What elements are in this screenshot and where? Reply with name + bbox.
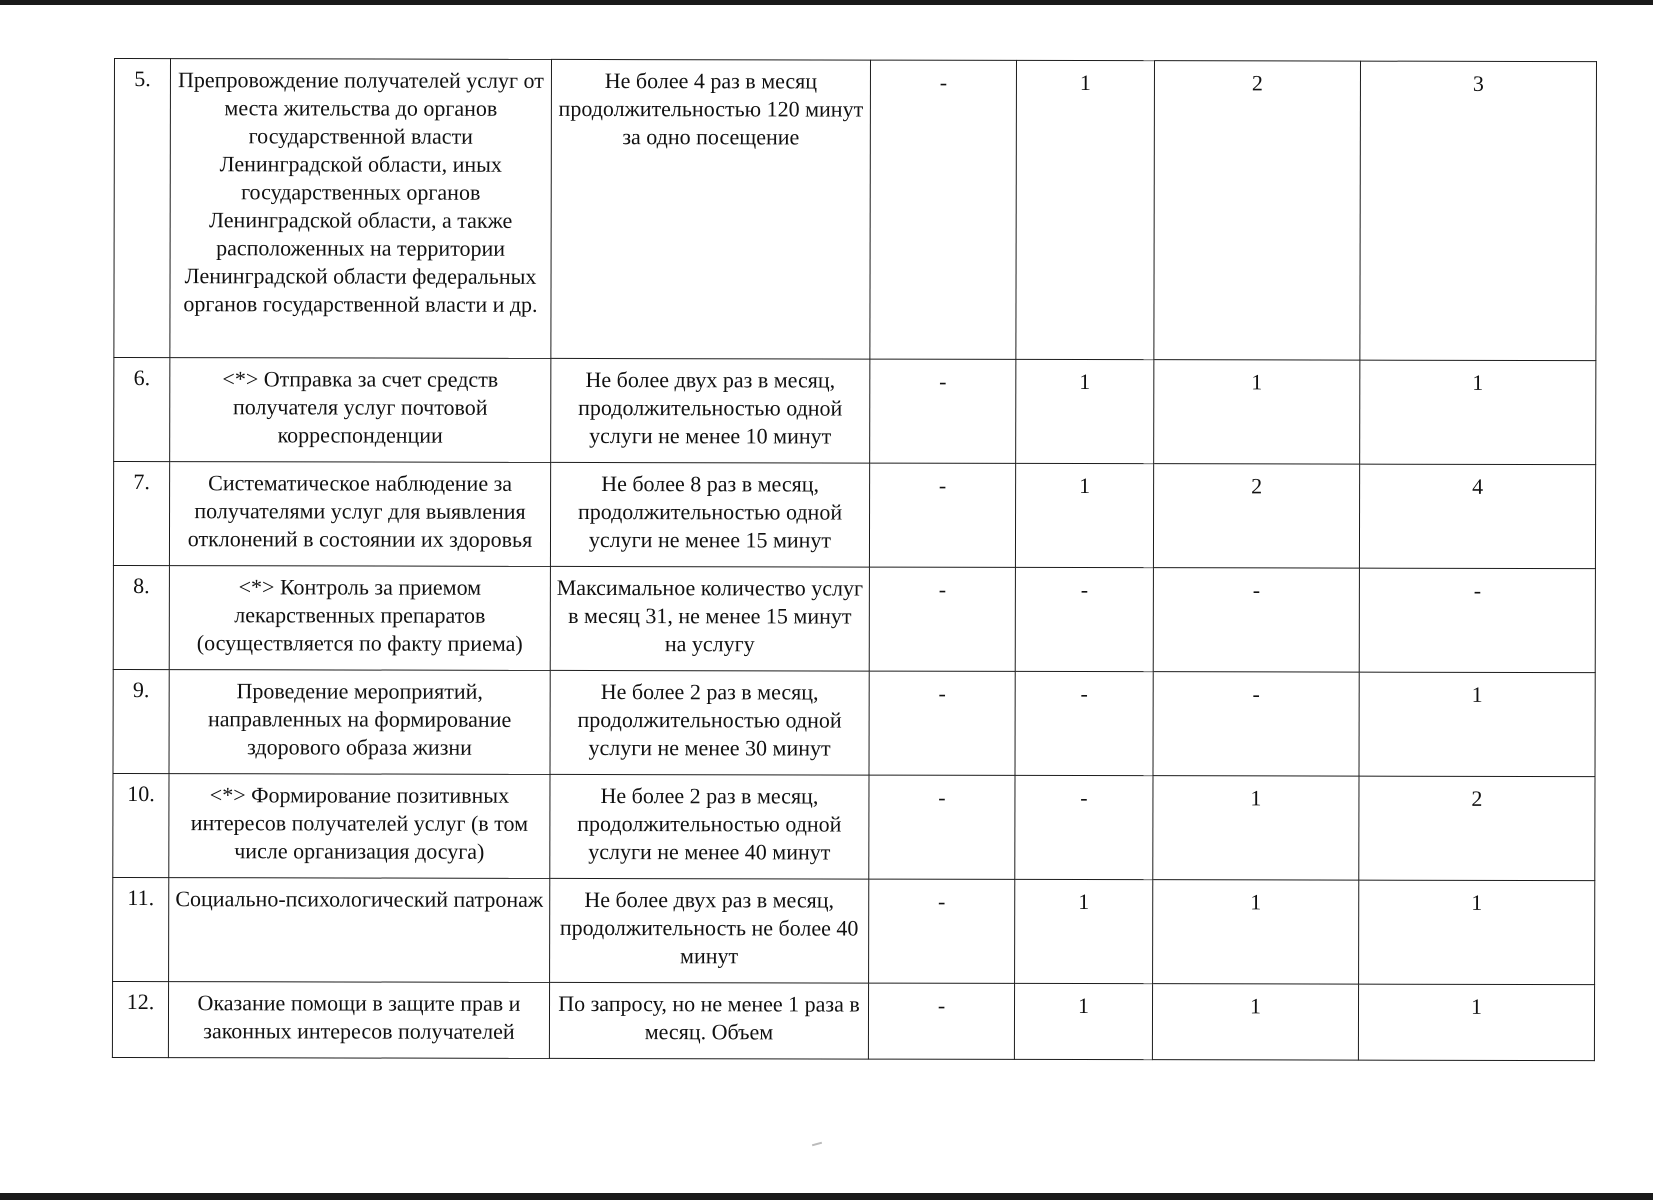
value-col-3: 1 [1153,776,1359,880]
service-volume: Не более 2 раз в месяц, продолжительностью одной услуги не менее 40 минут [550,774,869,879]
value-col-1: - [868,983,1014,1059]
service-name: Проведение мероприятий, направленных на формирование здорового образа жизни [169,670,550,775]
value-col-4: 4 [1359,464,1595,568]
value-col-4: 1 [1359,880,1595,984]
services-table [112,58,1597,1061]
service-name: <*> Формирование позитивных интересов получателей услуг (в том числе организация досуга) [169,774,550,879]
service-name: <*> Отправка за счет средств получателя услуг почтовой корреспонденции [170,358,551,463]
table-row [113,565,1595,672]
value-col-1: - [870,60,1017,359]
value-col-3: - [1153,568,1359,672]
service-name: Социально-психологический патронаж [169,878,550,983]
row-number: 11. [113,877,169,981]
value-col-2: 1 [1015,463,1153,567]
service-volume: По запросу, но не менее 1 раза в месяц. Объем [549,982,868,1059]
table-row [114,358,1596,465]
row-number: 5. [114,59,171,358]
service-name: Препровождение получателей услуг от места жительства до органов государственной власти Ленинградской области, иных государственных органов Ленинградской области, а также расположенных на территории Ленинградской области федеральных органов государственной власти и др. [170,59,552,359]
value-col-2: - [1015,671,1153,775]
value-col-1: - [870,359,1016,463]
value-col-4: 2 [1359,776,1595,880]
service-volume: Максимальное количество услуг в месяц 31, не менее 15 минут на услугу [550,566,869,671]
value-col-4: 1 [1359,672,1595,776]
row-number: 6. [114,358,170,462]
row-number: 12. [112,981,168,1057]
scan-edge-bottom [0,1193,1653,1200]
table-row [113,462,1595,569]
value-col-2: - [1015,775,1153,879]
value-col-2: 1 [1016,359,1154,463]
service-name: <*> Контроль за приемом лекарственных препаратов (осуществляется по факту приема) [169,566,550,671]
value-col-2: 1 [1014,983,1152,1059]
document-page [112,58,1596,1061]
service-volume: Не более 2 раз в месяц, продолжительностью одной услуги не менее 30 минут [550,670,869,775]
service-name: Оказание помощи в защите прав и законных интересов получателей [168,982,549,1059]
service-volume: Не более 4 раз в месяц продолжительностью 120 минут за одно посещение [551,59,871,359]
value-col-2: 1 [1015,879,1153,983]
value-col-3: 1 [1153,880,1359,984]
table-row [114,59,1597,361]
value-col-3: 1 [1154,360,1360,464]
value-col-1: - [869,463,1015,567]
table-row [113,877,1595,984]
service-volume: Не более двух раз в месяц, продолжительность не более 40 минут [550,878,869,983]
value-col-3: 2 [1153,464,1359,568]
value-col-2: 1 [1016,60,1155,359]
value-col-1: - [869,671,1015,775]
table-row [112,981,1594,1060]
value-col-3: 2 [1154,61,1361,360]
scan-edge-top [0,0,1653,5]
service-name: Систематическое наблюдение за получателями услуг для выявления отклонений в состоянии их здоровья [169,462,550,567]
value-col-4: 1 [1360,360,1596,464]
value-col-4: - [1359,568,1595,672]
row-number: 9. [113,669,169,773]
value-col-1: - [869,879,1015,983]
row-number: 10. [113,773,169,877]
service-volume: Не более двух раз в месяц, продолжительностью одной услуги не менее 10 минут [551,358,870,463]
value-col-4: 1 [1358,984,1594,1060]
value-col-2: - [1015,567,1153,671]
value-col-3: 1 [1152,984,1358,1060]
value-col-1: - [869,775,1015,879]
scan-speck [812,1142,822,1147]
value-col-3: - [1153,672,1359,776]
service-volume: Не более 8 раз в месяц, продолжительностью одной услуги не менее 15 минут [550,462,869,567]
table-row [113,669,1595,776]
value-col-4: 3 [1360,61,1597,360]
row-number: 8. [113,565,169,669]
table-row [113,773,1595,880]
row-number: 7. [113,462,169,566]
value-col-1: - [869,567,1015,671]
